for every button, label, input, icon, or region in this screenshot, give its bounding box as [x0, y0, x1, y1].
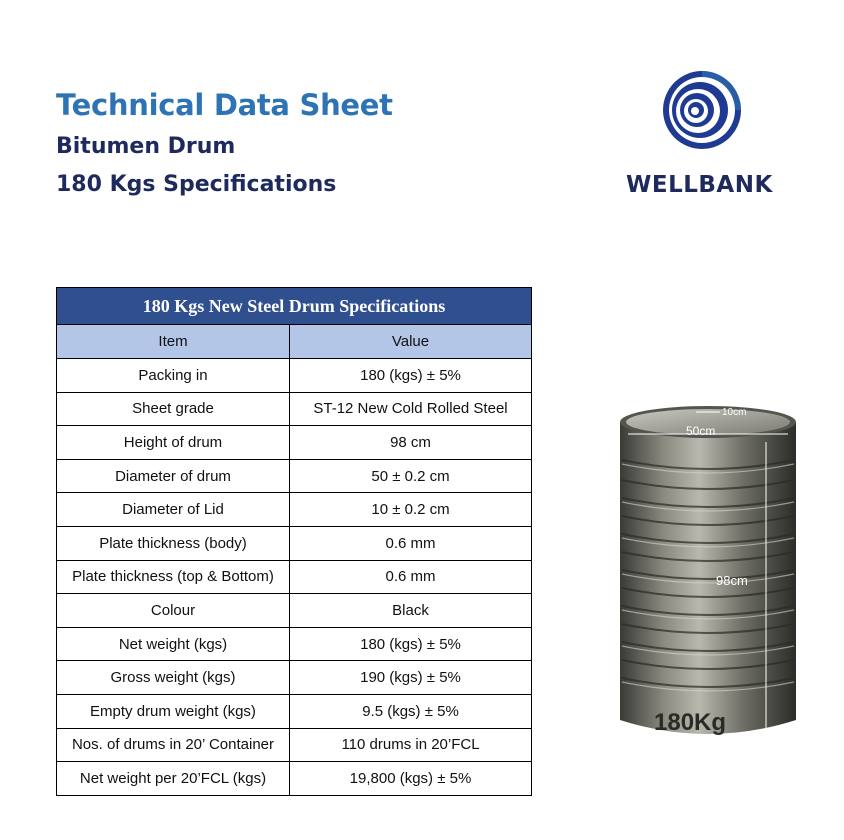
value-cell: 10 ± 0.2 cm [290, 493, 532, 527]
table-row [57, 426, 532, 460]
table-row [57, 493, 532, 527]
weight-label: 180Kg [654, 709, 727, 736]
product-name: Bitumen Drum [56, 134, 236, 159]
item-cell: Empty drum weight (kgs) [57, 694, 290, 728]
table-row [57, 728, 532, 762]
table-row [57, 560, 532, 594]
item-cell: Net weight (kgs) [57, 627, 290, 661]
diameter-dimension-label: 50cm [686, 424, 716, 438]
value-cell: 110 drums in 20’FCL [290, 728, 532, 762]
page-title: Technical Data Sheet [56, 88, 393, 122]
item-cell: Nos. of drums in 20’ Container [57, 728, 290, 762]
brand-name: WELLBANK [626, 172, 773, 198]
value-cell: ST-12 New Cold Rolled Steel [290, 392, 532, 426]
table-row [57, 359, 532, 393]
height-dimension-label: 98cm [716, 573, 748, 588]
steel-drum-image [608, 400, 808, 760]
item-cell: Colour [57, 594, 290, 628]
value-cell: 180 (kgs) ± 5% [290, 359, 532, 393]
table-row [57, 594, 532, 628]
value-cell: 98 cm [290, 426, 532, 460]
column-header-item: Item [57, 325, 290, 359]
concentric-swirl-logo-icon [660, 68, 744, 152]
product-spec-heading: 180 Kgs Specifications [56, 172, 337, 197]
item-cell: Height of drum [57, 426, 290, 460]
item-cell: Plate thickness (body) [57, 526, 290, 560]
spec-table [56, 287, 532, 796]
value-cell: 19,800 (kgs) ± 5% [290, 762, 532, 796]
item-cell: Packing in [57, 359, 290, 393]
value-cell: 180 (kgs) ± 5% [290, 627, 532, 661]
value-cell: 0.6 mm [290, 560, 532, 594]
item-cell: Diameter of Lid [57, 493, 290, 527]
table-row [57, 526, 532, 560]
value-cell: 50 ± 0.2 cm [290, 459, 532, 493]
table-row [57, 694, 532, 728]
column-header-value: Value [290, 325, 532, 359]
item-cell: Plate thickness (top & Bottom) [57, 560, 290, 594]
item-cell: Net weight per 20’FCL (kgs) [57, 762, 290, 796]
value-cell: 9.5 (kgs) ± 5% [290, 694, 532, 728]
table-row [57, 392, 532, 426]
item-cell: Diameter of drum [57, 459, 290, 493]
value-cell: 0.6 mm [290, 526, 532, 560]
table-row [57, 459, 532, 493]
table-row [57, 661, 532, 695]
item-cell: Sheet grade [57, 392, 290, 426]
value-cell: Black [290, 594, 532, 628]
table-row [57, 762, 532, 796]
item-cell: Gross weight (kgs) [57, 661, 290, 695]
value-cell: 190 (kgs) ± 5% [290, 661, 532, 695]
table-row [57, 627, 532, 661]
table-caption: 180 Kgs New Steel Drum Specifications [57, 288, 532, 325]
lid-dimension-label: 10cm [722, 407, 747, 418]
